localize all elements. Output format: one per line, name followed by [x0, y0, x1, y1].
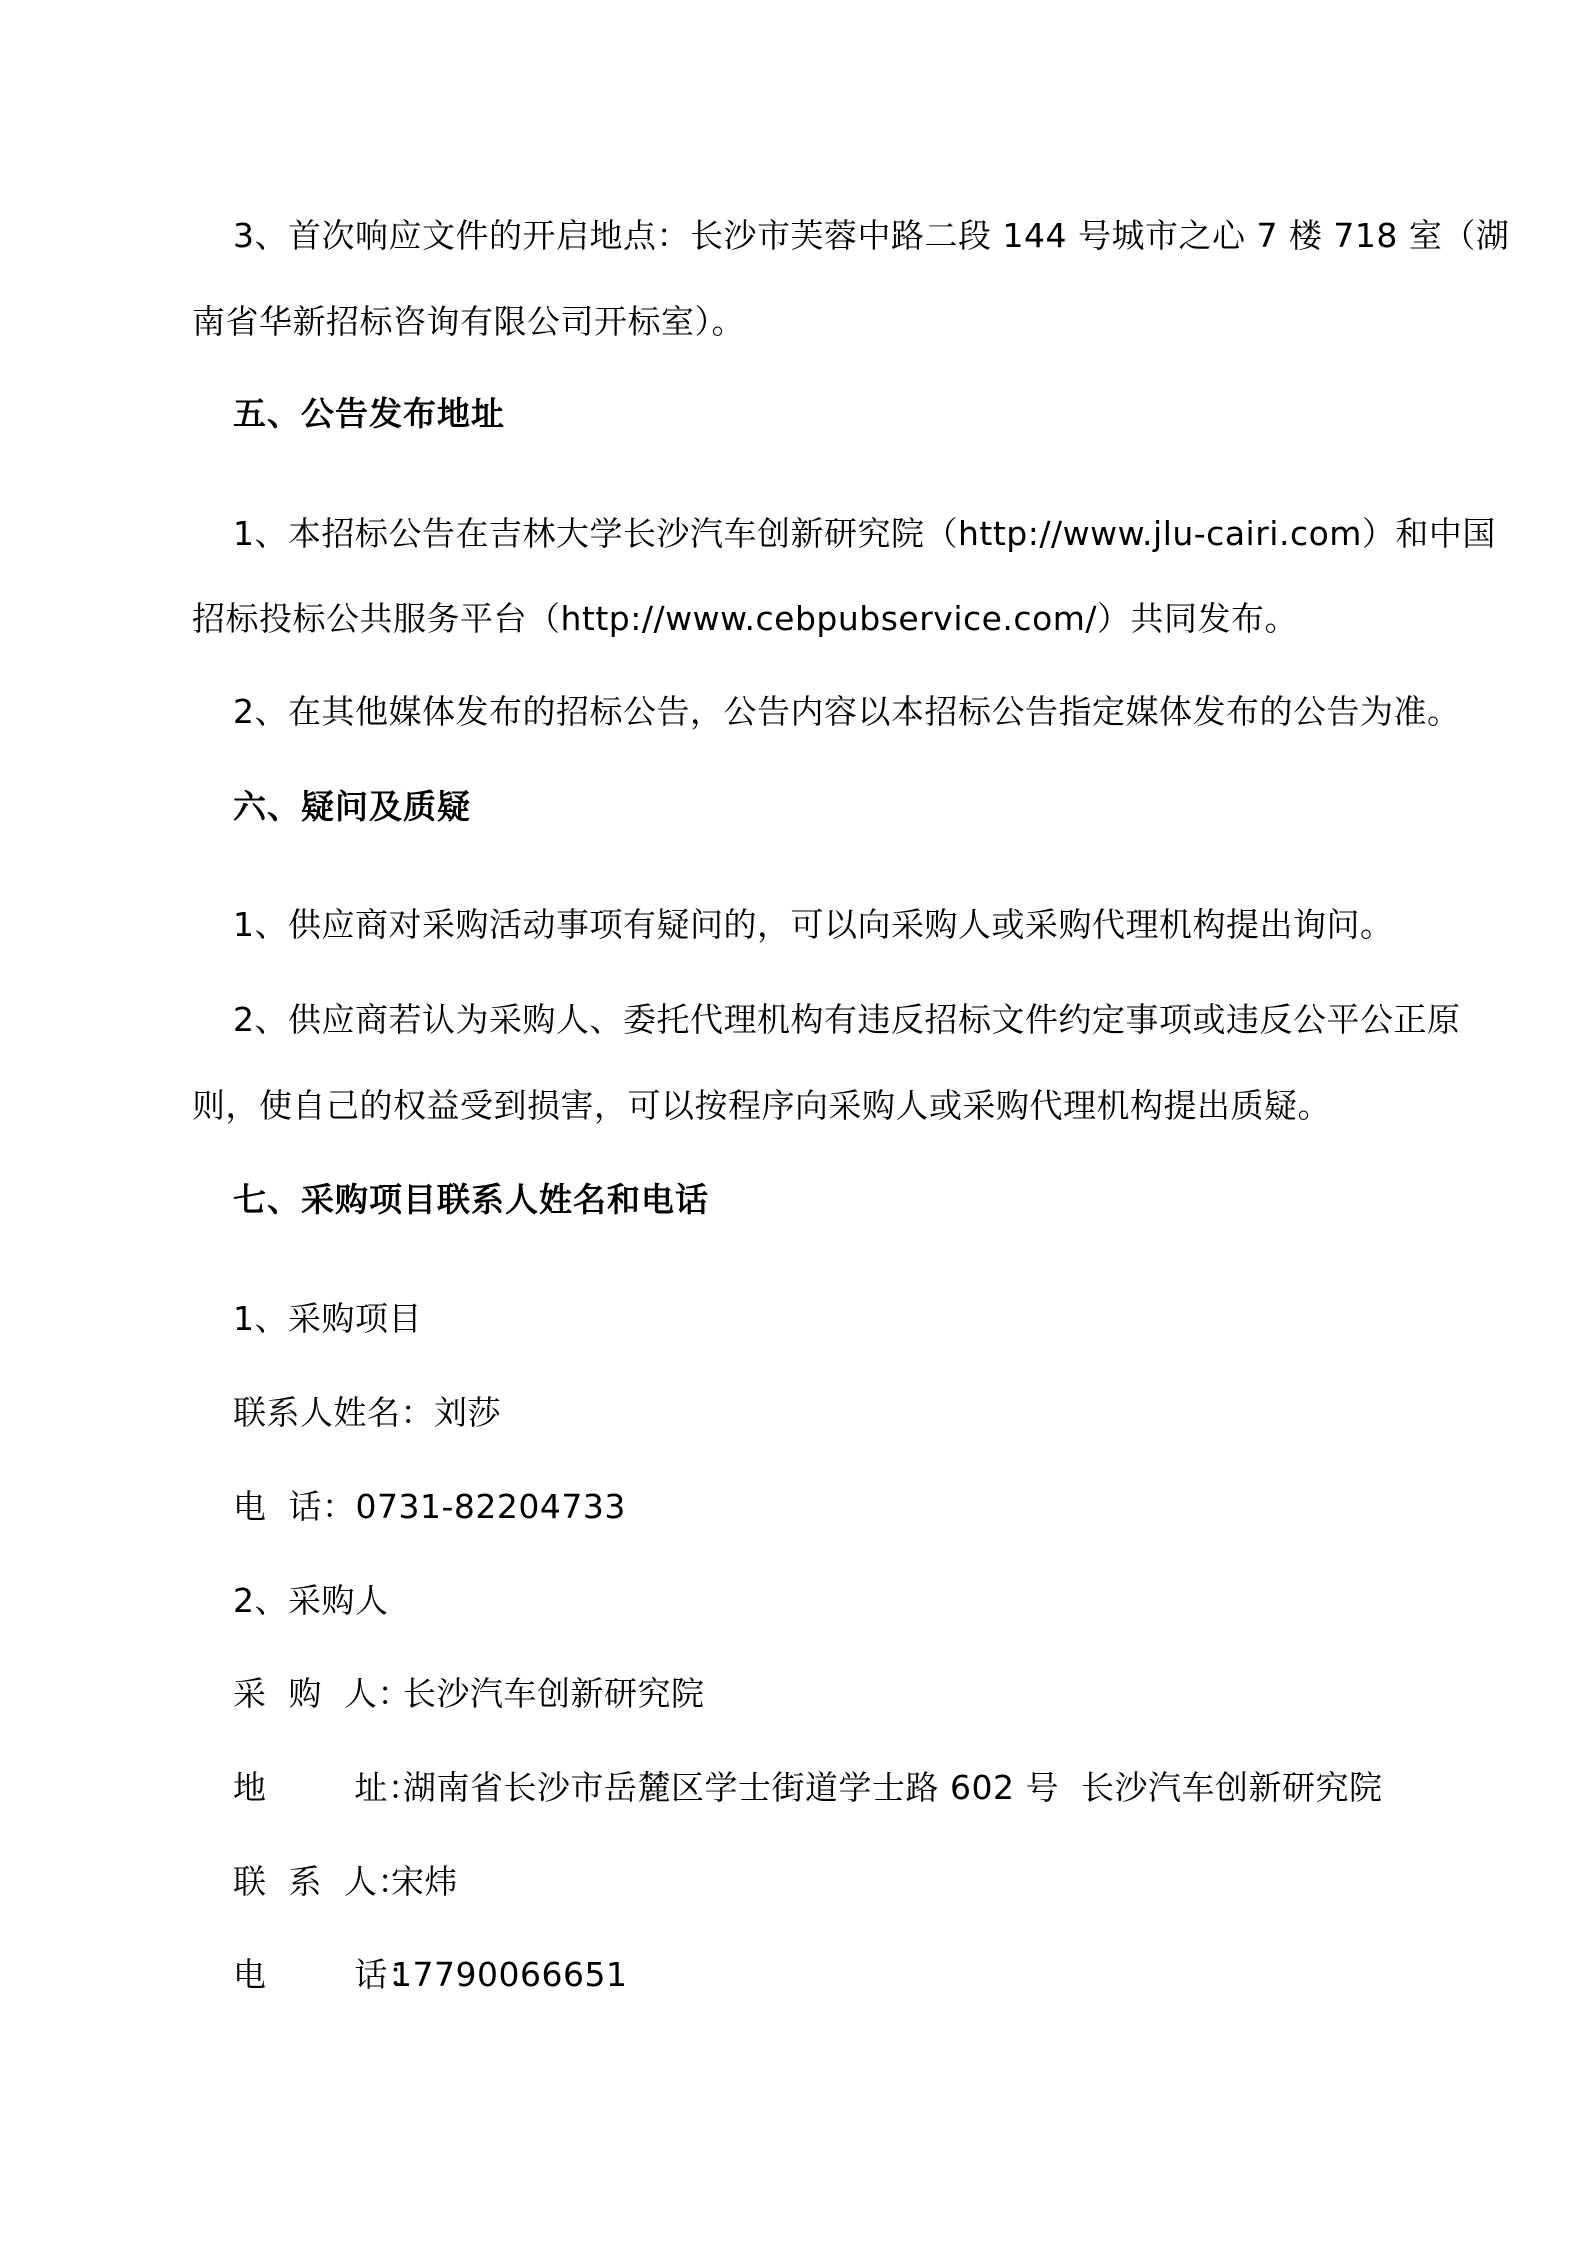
purchaser-address-row	[233, 1766, 1413, 1810]
section-heading-publish-address: 五、公告发布地址	[233, 394, 505, 433]
paragraph-questions-item2-line1: 2、供应商若认为采购人、委托代理机构有违反招标文件约定事项或违反公平公正原	[233, 1000, 1461, 1039]
paragraph-opening-location-line1: 3、首次响应文件的开启地点：长沙市芙蓉中路二段 144 号城市之心 7 楼 718 室（湖	[233, 216, 1510, 255]
project-title: 1、采购项目	[233, 1299, 422, 1338]
section-heading-contacts: 七、采购项目联系人姓名和电话	[233, 1180, 709, 1219]
project-contact-value: 刘莎	[434, 1393, 501, 1432]
purchaser-address-label: 地 址：	[233, 1768, 422, 1807]
purchaser-contact-value: 宋炜	[391, 1862, 458, 1901]
purchaser-phone-row	[233, 1953, 1413, 1997]
section-heading-questions: 六、疑问及质疑	[233, 787, 471, 826]
project-phone-row	[233, 1485, 1413, 1529]
paragraph-questions-item1: 1、供应商对采购活动事项有疑问的，可以向采购人或采购代理机构提出询问。	[233, 905, 1394, 944]
paragraph-opening-location-line2: 南省华新招标咨询有限公司开标室）。	[192, 302, 745, 341]
purchaser-name-value: 长沙汽车创新研究院	[403, 1674, 705, 1713]
project-phone-value: 0731-82204733	[355, 1487, 626, 1526]
purchaser-phone-label: 电 话：	[233, 1955, 422, 1994]
paragraph-questions-item2-line2: 则，使自己的权益受到损害，可以按程序向采购人或采购代理机构提出质疑。	[192, 1086, 1331, 1125]
paragraph-publish-item1-line1: 1、本招标公告在吉林大学长沙汽车创新研究院（http://www.jlu-cairi.com）和中国	[233, 514, 1496, 553]
project-phone-label: 电 话：	[233, 1487, 356, 1526]
purchaser-contact-label: 联 系 人：	[233, 1862, 411, 1901]
purchaser-address-value: 湖南省长沙市岳麓区学士街道学士路 602 号 长沙汽车创新研究院	[403, 1768, 1383, 1807]
purchaser-name-row	[233, 1672, 1413, 1716]
purchaser-phone-value: 17790066651	[391, 1955, 628, 1994]
purchaser-title: 2、采购人	[233, 1581, 389, 1620]
purchaser-contact-row	[233, 1860, 1413, 1904]
purchaser-name-label: 采 购 人：	[233, 1674, 411, 1713]
paragraph-publish-item2: 2、在其他媒体发布的招标公告，公告内容以本招标公告指定媒体发布的公告为准。	[233, 692, 1461, 731]
project-contact-row	[233, 1391, 1413, 1435]
project-contact-label: 联系人姓名：	[233, 1393, 434, 1432]
paragraph-publish-item1-line2: 招标投标公共服务平台（http://www.cebpubservice.com/）共同发布。	[192, 599, 1299, 638]
